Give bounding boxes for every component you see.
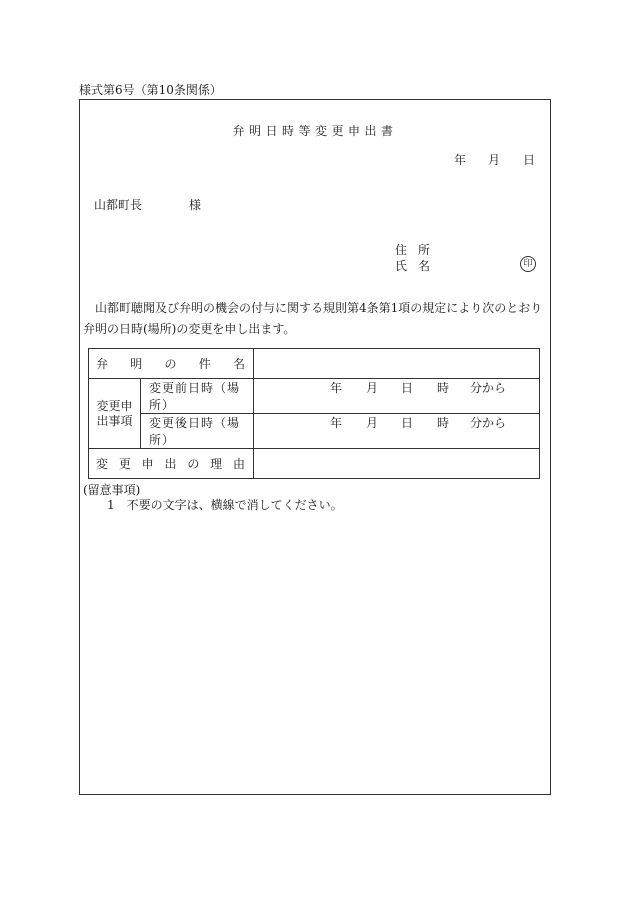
form-label: 様式第6号（第10条関係）	[79, 83, 222, 97]
case-name-char: 件	[198, 357, 211, 371]
reason-char: の	[187, 457, 200, 471]
before-hour-unit: 時	[437, 381, 450, 395]
change-group-line-2: 出事項	[96, 413, 133, 428]
after-minute-unit: 分から	[470, 416, 507, 430]
address-label-char-1: 住	[395, 243, 408, 257]
after-row	[89, 414, 540, 449]
before-year-unit: 年	[330, 381, 343, 395]
seal-mark: 印	[520, 256, 536, 272]
reason-char: 更	[118, 457, 131, 471]
before-month-unit: 月	[366, 381, 379, 395]
case-name-char: 名	[233, 357, 246, 371]
body-paragraph: 山都町聴聞及び弁明の機会の付与に関する規則第4条第1項の規定により次のとおり弁明の日時(場所)の変更を申し出ます。	[83, 301, 543, 336]
before-day-unit: 日	[401, 381, 414, 395]
reason-row	[89, 449, 540, 479]
case-name-char: 明	[130, 357, 143, 371]
reason-char: 由	[232, 457, 245, 471]
case-name-value[interactable]	[254, 349, 540, 379]
date-month-label: 月	[488, 153, 501, 167]
notes-title: (留意事項)	[83, 483, 141, 497]
before-minute-unit: 分から	[470, 381, 507, 395]
after-year-unit: 年	[330, 416, 343, 430]
name-label-char-2: 名	[418, 259, 431, 273]
before-datetime-value[interactable]	[254, 379, 540, 414]
document-title: 弁明日時等変更申出書	[232, 124, 398, 138]
case-name-char: の	[164, 357, 177, 371]
case-name-label	[89, 349, 254, 379]
after-datetime-label: 変更後日時（場所）	[141, 414, 254, 449]
note-text: 不要の文字は、横線で消してください。	[126, 498, 343, 512]
after-datetime-value[interactable]	[254, 414, 540, 449]
before-datetime-label: 変更前日時（場所）	[141, 379, 254, 414]
reason-label	[89, 449, 254, 479]
reason-char: 申	[141, 457, 154, 471]
note-item	[107, 496, 343, 513]
date-day-label: 日	[523, 153, 536, 167]
case-name-row	[89, 349, 540, 379]
after-day-unit: 日	[401, 416, 414, 430]
note-number: 1	[107, 498, 115, 512]
before-row	[89, 379, 540, 414]
reason-char: 出	[164, 457, 177, 471]
name-label-char-1: 氏	[395, 259, 408, 273]
address-label-char-2: 所	[418, 243, 431, 257]
date-year-label: 年	[454, 153, 467, 167]
change-group-label	[89, 379, 141, 449]
reason-value[interactable]	[254, 449, 540, 479]
case-name-char: 弁	[96, 357, 109, 371]
addressee-honorific: 様	[189, 198, 202, 212]
change-request-table	[88, 348, 540, 479]
after-month-unit: 月	[366, 416, 379, 430]
addressee-name: 山都町長	[94, 198, 143, 212]
after-hour-unit: 時	[437, 416, 450, 430]
reason-char: 変	[96, 457, 109, 471]
change-group-line-1: 変更申	[96, 398, 133, 413]
reason-char: 理	[210, 457, 223, 471]
